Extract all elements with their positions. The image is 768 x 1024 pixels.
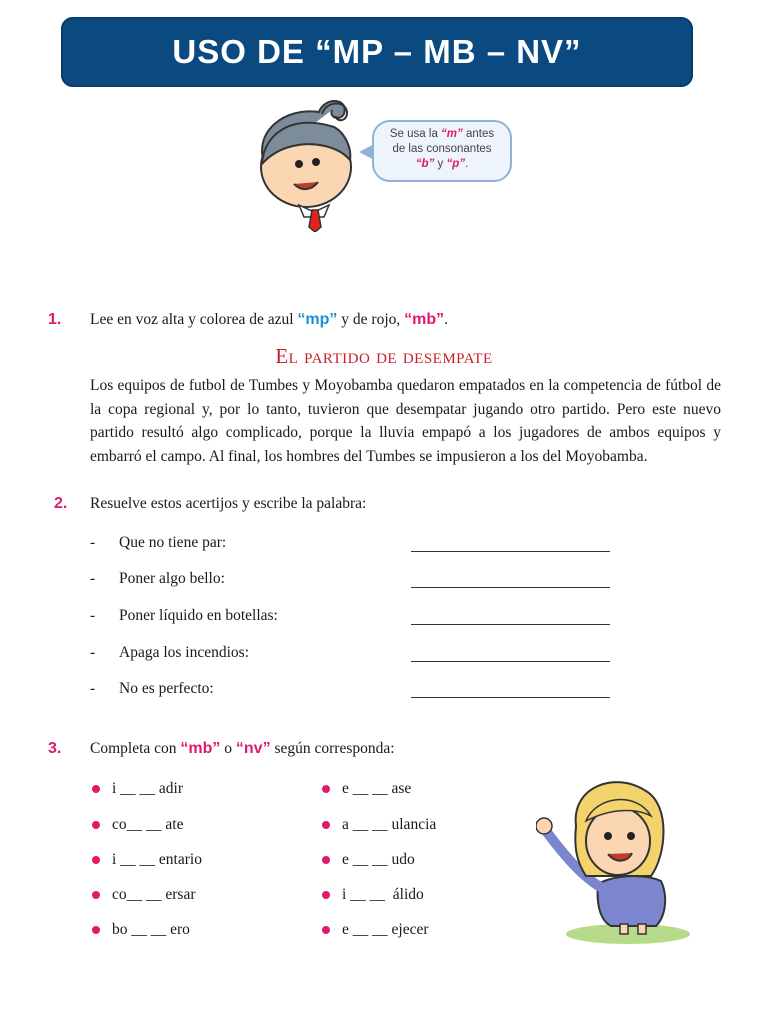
bullet-dot <box>92 785 100 793</box>
title-banner <box>61 17 693 87</box>
word-item: co__ __ ate <box>112 816 184 833</box>
instruction-text: Completa con <box>90 740 181 757</box>
exercise-1-number: 1. <box>48 311 62 328</box>
word-item: bo __ __ ero <box>112 921 190 938</box>
boy-character-icon <box>244 92 384 232</box>
word-item: e __ __ ejecer <box>342 921 429 938</box>
word-item: a __ __ ulancia <box>342 816 437 833</box>
riddle-4-answer-line[interactable] <box>411 661 610 662</box>
bullet-dot <box>92 821 100 829</box>
instruction-text: Lee en voz alta y colorea de azul <box>90 311 298 328</box>
word-item: e __ __ udo <box>342 851 415 868</box>
bubble-m: “m” <box>441 128 463 140</box>
riddle-4: Apaga los incendios: <box>119 644 250 661</box>
instruction-text: y de rojo, <box>337 311 405 328</box>
riddle-dash: - <box>90 534 96 551</box>
word-item: i __ __ entario <box>112 851 202 868</box>
girl-character-icon <box>536 766 696 946</box>
bubble-line-3 <box>374 157 510 172</box>
bullet-dot <box>322 891 330 899</box>
riddle-3-answer-line[interactable] <box>411 624 610 625</box>
mp-label: “mp” <box>297 311 338 328</box>
word-item: i __ __ álido <box>342 886 424 903</box>
mb-label: “mb” <box>180 740 221 757</box>
exercise-2-number: 2. <box>54 495 68 512</box>
word-item: e __ __ ase <box>342 780 412 797</box>
riddle-dash: - <box>90 570 96 587</box>
nv-label: “nv” <box>235 740 271 757</box>
mb-label: “mb” <box>404 311 445 328</box>
story-title: El partido de desempate <box>275 344 493 368</box>
bullet-dot <box>322 785 330 793</box>
bubble-line-2: de las consonantes <box>392 143 492 155</box>
story-paragraph: Los equipos de futbol de Tumbes y Moyobamba quedaron empatados en la competencia de fútbol de la copa regional y, por lo tanto, tuvieron que desempatar jugando otro partido. Pero este nuevo partido resultó algo complicado, porque la lluvia empapó a los jugadores de ambos equipos y embarró el campo. Al final, los hombres del Tumbes se impusieron a los del Moyobamba. <box>90 377 721 466</box>
riddle-2-answer-line[interactable] <box>411 587 610 588</box>
exercise-1-instruction <box>90 311 448 329</box>
riddle-1-answer-line[interactable] <box>411 551 610 552</box>
bullet-dot <box>92 926 100 934</box>
page-title: USO DE “MP – MB – NV” <box>172 33 582 70</box>
word-item: i __ __ adir <box>112 780 184 797</box>
bullet-dot <box>322 926 330 934</box>
exercise-3-number: 3. <box>48 740 62 757</box>
riddle-dash: - <box>90 644 96 661</box>
riddle-dash: - <box>90 680 96 697</box>
speech-bubble <box>372 120 512 182</box>
riddle-3: Poner líquido en botellas: <box>119 607 278 624</box>
instruction-text: según corresponda: <box>270 740 395 757</box>
exercise-2-instruction: Resuelve estos acertijos y escribe la palabra: <box>90 495 367 512</box>
bullet-dot <box>92 891 100 899</box>
riddle-5: No es perfecto: <box>119 680 214 697</box>
riddle-5-answer-line[interactable] <box>411 697 610 698</box>
bubble-text: . <box>465 158 469 170</box>
bubble-line-1 <box>374 127 510 142</box>
bullet-dot <box>322 821 330 829</box>
riddle-dash: - <box>90 607 96 624</box>
bullet-dot <box>92 856 100 864</box>
instruction-text: . <box>444 311 449 328</box>
instruction-text: o <box>220 740 236 757</box>
bubble-p: “p” <box>446 158 465 170</box>
word-item: co__ __ ersar <box>112 886 196 903</box>
bubble-text: y <box>434 158 447 170</box>
riddle-1: Que no tiene par: <box>119 534 227 551</box>
bubble-text: antes <box>462 128 495 140</box>
bubble-text: Se usa la <box>389 128 442 140</box>
exercise-3-instruction <box>90 740 395 758</box>
bullet-dot <box>322 856 330 864</box>
riddle-2: Poner algo bello: <box>119 570 225 587</box>
bubble-b: “b” <box>415 158 435 170</box>
